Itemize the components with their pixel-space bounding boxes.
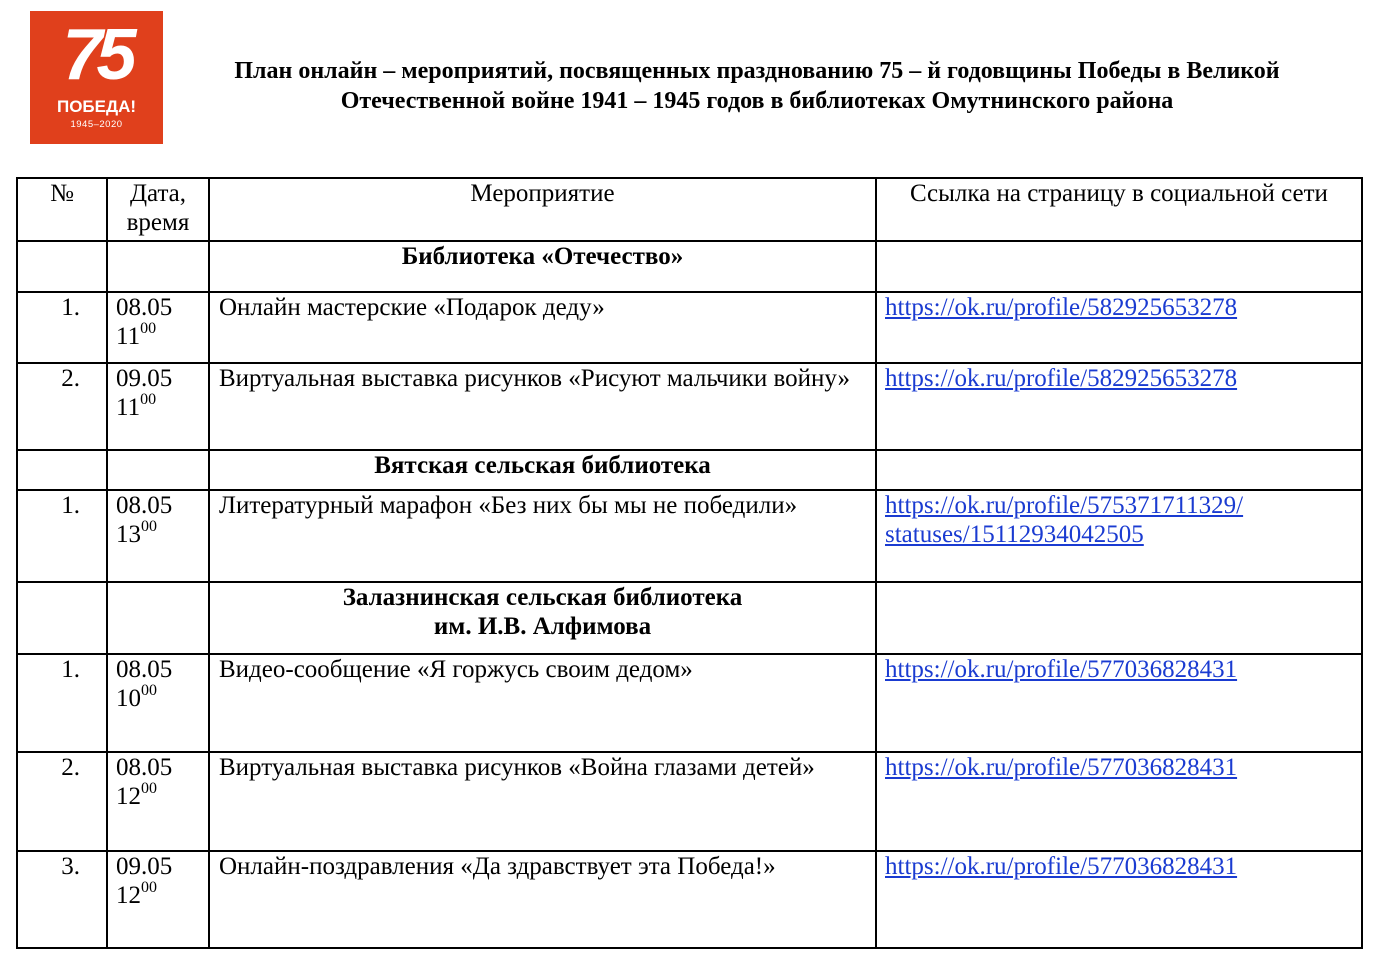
- events-table: [16, 177, 1363, 949]
- header-event: Мероприятие: [209, 178, 876, 241]
- header-date: Дата, время: [107, 178, 209, 241]
- row-number: 2.: [17, 363, 107, 450]
- table-row: [17, 752, 1362, 851]
- row-event: Литературный марафон «Без них бы мы не победили»: [209, 490, 876, 582]
- page-title: План онлайн – мероприятий, посвященных празднованию 75 – й годовщины Победы в Великой Отечественной войне 1941 – 1945 годов в библиотеках Омутнинского района: [234, 58, 1280, 114]
- victory-75-logo: [30, 11, 163, 144]
- row-time: $12^{00}$: [116, 779, 157, 810]
- table-row: [17, 363, 1362, 450]
- logo-years: 1945–2020: [70, 119, 123, 130]
- row-time: $10^{00}$: [116, 681, 157, 712]
- section-row: [17, 582, 1362, 654]
- row-event: Онлайн мастерские «Подарок деду»: [209, 292, 876, 363]
- row-datetime: [107, 490, 209, 582]
- row-time: $12^{00}$: [116, 878, 157, 909]
- logo-number: 75: [62, 15, 131, 95]
- row-date: 08.05: [116, 294, 173, 321]
- row-date: 09.05: [116, 853, 173, 880]
- row-number: 1.: [17, 654, 107, 752]
- table-row: [17, 851, 1362, 948]
- row-datetime: [107, 363, 209, 450]
- row-event: Видео-сообщение «Я горжусь своим дедом»: [209, 654, 876, 752]
- social-link[interactable]: https://ok.ru/profile/575371711329/ statuses/151129340425​05: [885, 492, 1244, 548]
- row-number: 1.: [17, 292, 107, 363]
- section-row: [17, 241, 1362, 292]
- table-row: [17, 654, 1362, 752]
- row-date: 08.05: [116, 656, 173, 683]
- section-title: Библиотека «Отечество»: [209, 241, 876, 292]
- row-time: $13^{00}$: [116, 517, 157, 548]
- header-link: Ссылка на страницу в социальной сети: [876, 178, 1362, 241]
- social-link[interactable]: https://ok.ru/profile/577036828431: [885, 754, 1238, 781]
- row-time: $11^{00}$: [116, 390, 157, 421]
- row-time: $11^{00}$: [116, 319, 157, 350]
- logo-word: ПОБЕДА!: [56, 97, 137, 116]
- table-row: [17, 490, 1362, 582]
- row-number: 3.: [17, 851, 107, 948]
- row-datetime: [107, 851, 209, 948]
- row-date: 09.05: [116, 365, 173, 392]
- social-link[interactable]: https://ok.ru/profile/577036828431: [885, 656, 1238, 683]
- section-row: [17, 450, 1362, 490]
- row-date: 08.05: [116, 754, 173, 781]
- header-number: №: [17, 178, 107, 241]
- row-date: 08.05: [116, 492, 173, 519]
- row-datetime: [107, 654, 209, 752]
- social-link[interactable]: https://ok.ru/profile/582925653278: [885, 365, 1238, 392]
- row-number: 2.: [17, 752, 107, 851]
- section-title: Залазнинская сельская библиотека им. И.В. Алфимова: [209, 582, 876, 654]
- row-event: Виртуальная выставка рисунков «Война глазами детей»: [209, 752, 876, 851]
- row-datetime: [107, 752, 209, 851]
- row-event: Виртуальная выставка рисунков «Рисуют мальчики войну»: [209, 363, 876, 450]
- social-link[interactable]: https://ok.ru/profile/582925653278: [885, 294, 1238, 321]
- social-link[interactable]: https://ok.ru/profile/577036828431: [885, 853, 1238, 880]
- row-datetime: [107, 292, 209, 363]
- table-row: [17, 292, 1362, 363]
- table-header-row: [17, 178, 1362, 241]
- section-title: Вятская сельская библиотека: [209, 450, 876, 490]
- row-event: Онлайн-поздравления «Да здравствует эта Победа!»: [209, 851, 876, 948]
- row-number: 1.: [17, 490, 107, 582]
